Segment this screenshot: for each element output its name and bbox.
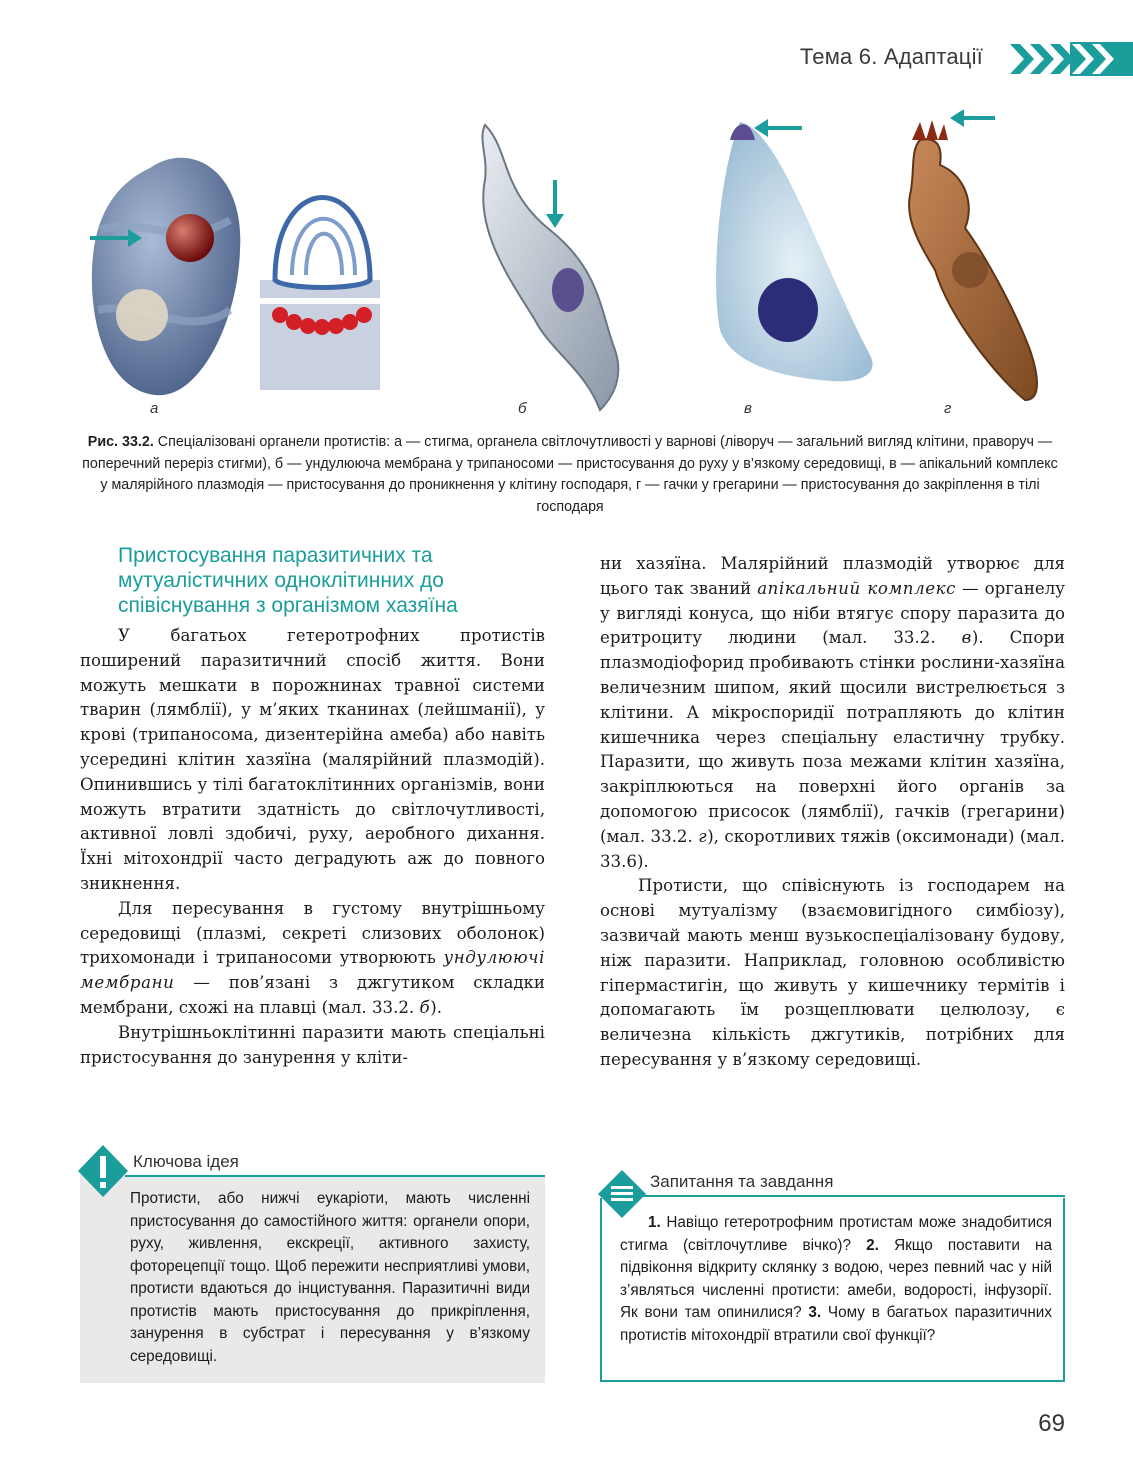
panel-b-trypanosome xyxy=(482,125,618,410)
figure-ref: в xyxy=(961,628,972,648)
text-run: ). xyxy=(430,997,442,1017)
caption-text: Спеціалізовані органели протистів: а — стигма, органела світлочутливості у варнові (ліворуч — загальний вигляд клітини, праворуч — поперечний переріз стигми), б — ундулююча мембрана у трипаносоми — пристосування до руху у в’язкому середовищі, в — апікальний комплекс у малярійного плазмодія — пристосування до проникнення у клітину господаря, г — гачки у грегарини — пристосування до закріплення в тілі господаря xyxy=(82,434,1058,515)
figure-ref: б xyxy=(419,997,431,1017)
panel-a-cell xyxy=(90,158,240,395)
questions-title: Запитання та завдання xyxy=(650,1172,834,1191)
figure-caption xyxy=(80,432,1060,518)
panel-c-plasmodium xyxy=(716,119,872,381)
question-text: Чому в багатьох паразитичних протистів мітохондрії втратили свої функції? xyxy=(620,1304,1052,1344)
chapter-title: Тема 6. Адаптації xyxy=(799,44,983,69)
panel-label-d: г xyxy=(944,400,952,417)
question-text: Якщо поставити на підвіконня відкриту склянку з водою, через певний час у ній з’являться численні протисти: амеби, водорості, інфузорії. Як вони там опинилися? xyxy=(620,1236,1052,1321)
key-idea-rule xyxy=(125,1175,545,1177)
panel-label-b: б xyxy=(518,400,527,417)
questions-rule xyxy=(640,1195,1065,1197)
figure-ref: г xyxy=(698,826,708,846)
text-run: ). Спори плазмодіофорид пробивають стінки рослини-хазяїна величезним шипом, який щосили вистрелюється з клітини. А мікроспоридії потрапляють до клітин кишечника через спеціальну еластичну трубку. Паразити, що живуть поза межами клітин хазяїна, закріплюються на поверхні його органів за допомогою присосок (лямблії), гачків (грегарини) (мал. 33.2. xyxy=(600,628,1065,846)
question-number: 1. xyxy=(648,1214,661,1231)
paragraph: У багатьох гетеротрофних протистів поширений паразитичний спосіб життя. Вони можуть мешкати в порожнинах травної системи тварин (лямблії), у м’яких тканинах (лейшманії), у крові (трипаносома, дизентерійна амеба) або навіть усередині клітин хазяїна (малярійний плазмодій). Опинившись у тілі багатоклітинних організмів, вони можуть втратити здатність до світлочутливості, активної ловлі здобичі, руху, аеробного дихання. Їхні мітохондрії часто деградують аж до повного зникнення. xyxy=(80,626,545,893)
paragraph: Внутрішньоклітинні паразити мають спеціальні пристосування до занурення у кліти- xyxy=(80,1022,545,1067)
exclamation-icon xyxy=(78,1145,128,1197)
panel-a-stigma-section xyxy=(260,198,380,391)
page-number: 69 xyxy=(1038,1410,1065,1437)
text-run: — органелу у вигляді конуса, що ніби втягує спору паразита до еритроциту людини (мал. 33.2. xyxy=(600,578,1066,648)
question-text: Навіщо гетеротрофним протистам може знадобитися стигма (світлочутливе вічко)? xyxy=(620,1214,1052,1254)
term-italic: апікальний комплекс xyxy=(757,578,957,598)
key-idea-title: Ключова ідея xyxy=(133,1152,239,1171)
protist-organelles-figure xyxy=(80,110,1060,420)
questions-text xyxy=(620,1212,1052,1347)
panel-d-gregarine xyxy=(909,110,1037,400)
question-number: 3. xyxy=(808,1304,822,1321)
section-heading: Пристосування паразитичних та мутуалістичних одноклітинних до співіснування з організмом хазяїна xyxy=(118,544,458,617)
paragraph xyxy=(600,552,1065,874)
left-column xyxy=(80,624,545,1070)
question-number: 2. xyxy=(866,1236,879,1254)
text-run: ни хазяїна. Малярійний плазмодій утворює для цього так званий xyxy=(600,554,1065,598)
list-icon xyxy=(598,1170,646,1218)
text-run: Для пересування в густому внутрішньому середовищі (плазмі, секреті слизових оболонок) трихомонади і трипаносоми утворюють xyxy=(80,898,545,968)
paragraph: Протисти, що співіснують із господарем на основі мутуалізму (взаємовигідного симбіозу), зазвичай мають менш вузькоспеціалізовану будову, ніж паразити. Наприклад, головною особливістю гіпермастигін, що живуть у кишечнику термітів і допомагають їм розщеплювати целюлозу, є величезна кількість джгутиків, потрібних для пересування у в’язкому середовищі. xyxy=(600,876,1065,1069)
term-italic: ундулюючі мембрани xyxy=(80,948,545,993)
caption-number: Рис. 33.2. xyxy=(87,434,154,450)
text-run: — пов’язані з джгутиком складки мембрани, схожі на плавці (мал. 33.2. xyxy=(80,973,545,1017)
panel-label-c: в xyxy=(744,400,752,417)
text-run: ), скоротливих тяжів (оксимонади) (мал. 33.6). xyxy=(600,826,1065,871)
chevron-arrows-icon xyxy=(1010,42,1133,76)
right-column xyxy=(600,552,1065,1073)
paragraph xyxy=(80,897,545,1021)
key-idea-text: Протисти, або нижчі еукаріоти, мають численні пристосування до самостійного життя: органели опори, руху, живлення, екскреції, активного захисту, фоторецепції тощо. Щоб пережити несприятливі умови, протисти вдаються до інцистування. Паразитичні види протистів мають пристосування до прикріплення, занурення в субстрат і пересування у в’язкому середовищі. xyxy=(130,1190,530,1365)
panel-label-a: а xyxy=(150,400,159,417)
